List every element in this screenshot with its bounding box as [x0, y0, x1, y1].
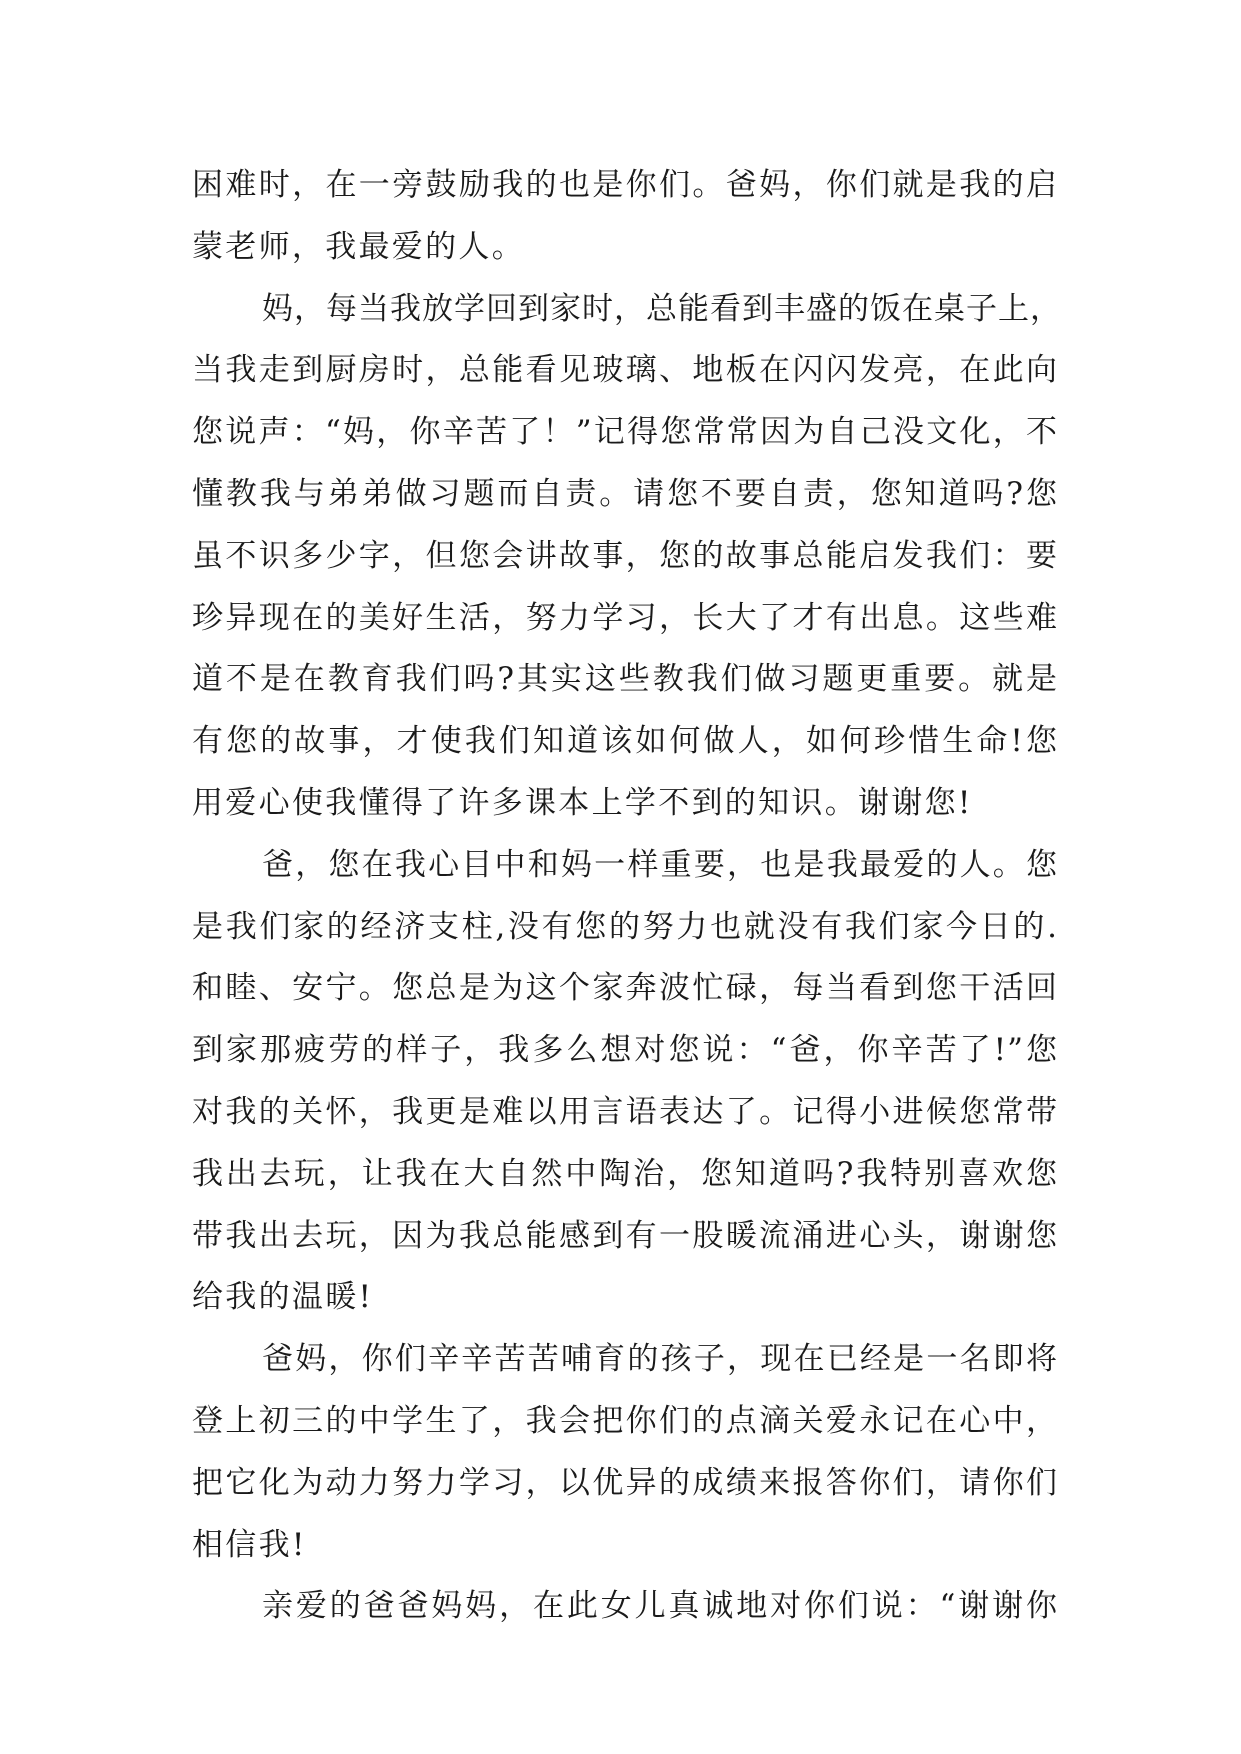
text-line: 懂教我与弟弟做习题而自责。请您不要自责，您知道吗?您: [192, 475, 1058, 512]
document-body: [192, 155, 1062, 1638]
paragraph: [192, 1329, 1058, 1576]
text-line: 亲爱的爸爸妈妈，在此女儿真诚地对你们说：“谢谢你: [262, 1588, 1058, 1625]
paragraph: [192, 1576, 1058, 1638]
text-line: 把它化为动力努力学习，以优异的成绩来报答你们，请你们: [192, 1464, 1058, 1501]
text-line: 珍异现在的美好生活，努力学习，长大了才有出息。这些难: [192, 599, 1058, 636]
paragraph: [192, 155, 1058, 279]
text-line: 到家那疲劳的样子，我多么想对您说：“爸，你辛苦了!”您: [192, 1032, 1058, 1069]
text-line: 困难时，在一旁鼓励我的也是你们。爸妈，你们就是我的启: [192, 167, 1058, 203]
text-line: 妈，每当我放学回到家时，总能看到丰盛的饭在桌子上，: [262, 290, 1062, 327]
text-line: 是我们家的经济支柱,没有您的努力也就没有我们家今日的.: [192, 908, 1058, 945]
text-line: 对我的关怀，我更是难以用言语表达了。记得小进候您常带: [192, 1093, 1058, 1130]
paragraph: [192, 835, 1058, 1329]
text-line: 您说声：“妈，你辛苦了！”记得您常常因为自己没文化，不: [192, 414, 1058, 451]
text-line: 蒙老师，我最爱的人。: [192, 228, 525, 265]
text-line: 我出去玩，让我在大自然中陶治，您知道吗?我特别喜欢您: [192, 1155, 1058, 1192]
text-line: 登上初三的中学生了，我会把你们的点滴关爱永记在心中，: [192, 1402, 1058, 1439]
text-line: 爸妈，你们辛辛苦苦哺育的孩子，现在已经是一名即将: [262, 1341, 1058, 1378]
text-line: 用爱心使我懂得了许多课本上学不到的知识。谢谢您!: [192, 784, 973, 821]
text-line: 道不是在教育我们吗?其实这些教我们做习题更重要。就是: [192, 661, 1058, 698]
text-line: 带我出去玩，因为我总能感到有一股暖流涌进心头，谢谢您: [192, 1217, 1058, 1254]
text-line: 爸，您在我心目中和妈一样重要，也是我最爱的人。您: [262, 846, 1058, 883]
text-line: 虽不识多少字，但您会讲故事，您的故事总能启发我们：要: [192, 537, 1058, 574]
text-line: 相信我!: [192, 1526, 307, 1563]
text-line: 有您的故事，才使我们知道该如何做人，如何珍惜生命!您: [192, 723, 1058, 760]
text-line: 和睦、安宁。您总是为这个家奔波忙碌，每当看到您干活回: [192, 970, 1058, 1007]
text-line: 当我走到厨房时，总能看见玻璃、地板在闪闪发亮，在此向: [192, 352, 1058, 389]
text-line: 给我的温暖!: [192, 1279, 374, 1316]
paragraph: [192, 279, 1062, 835]
